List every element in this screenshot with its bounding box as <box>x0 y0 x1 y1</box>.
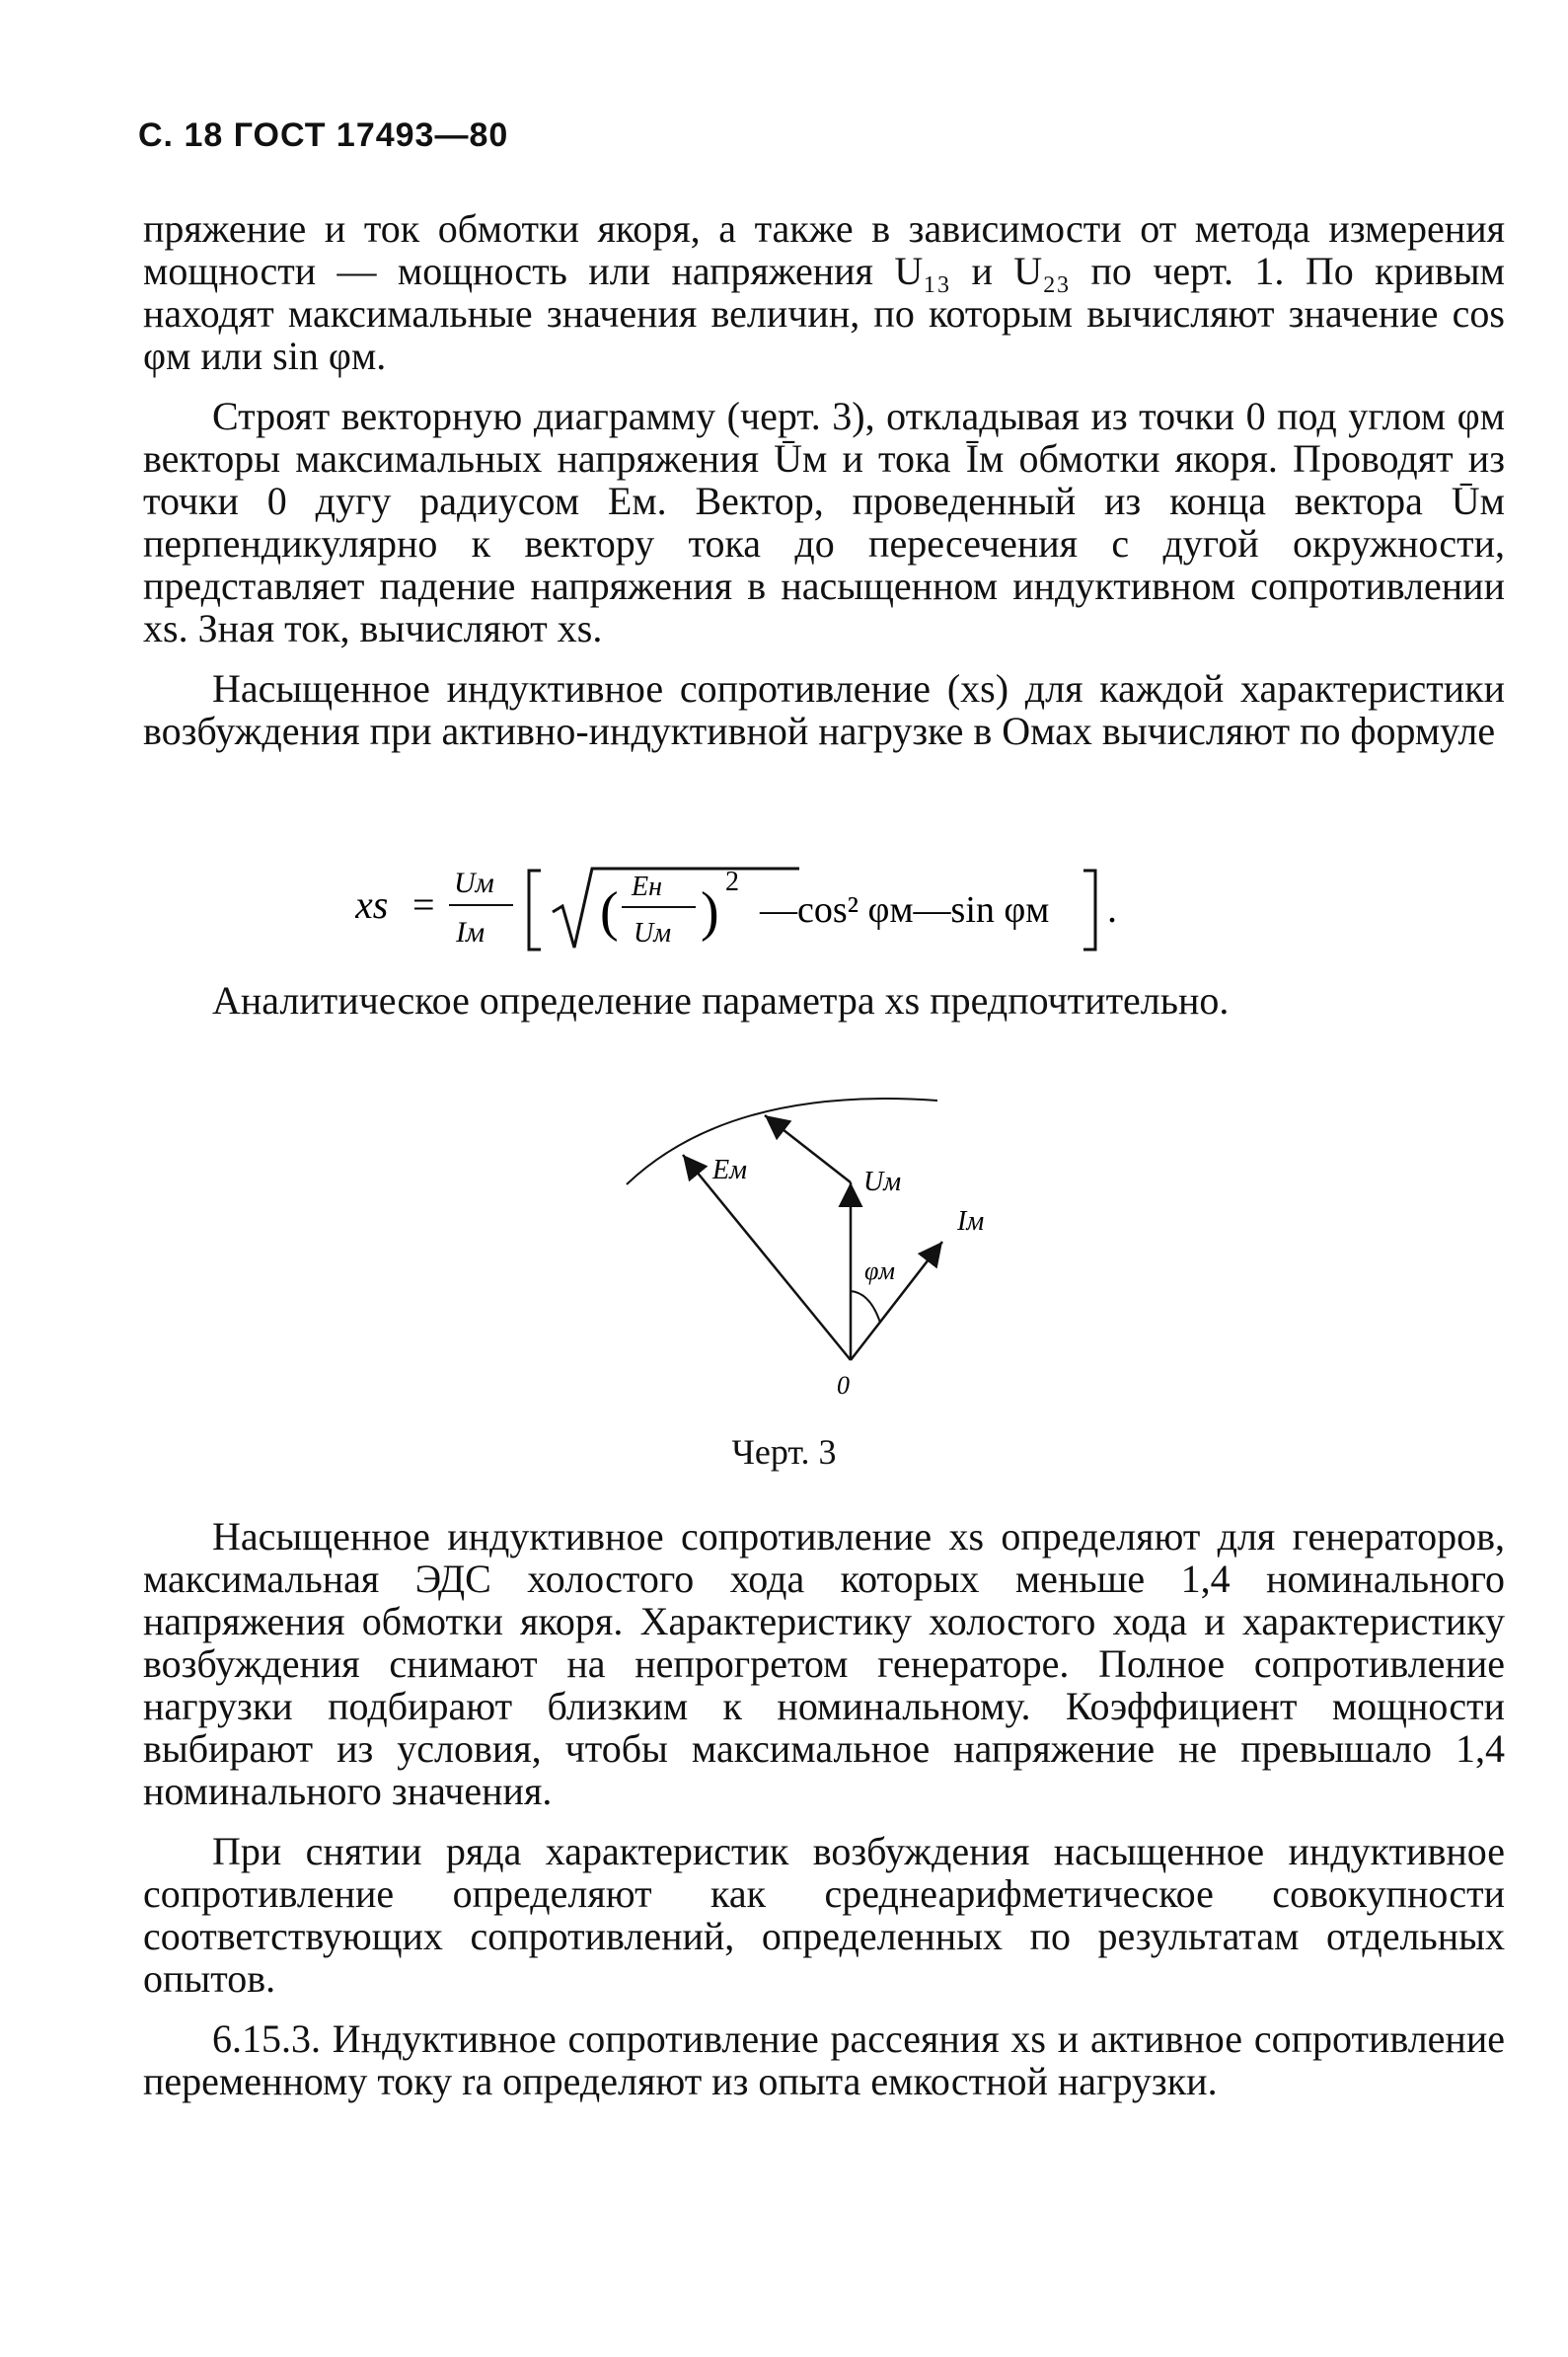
vector-diagram <box>622 1076 1066 1411</box>
label-E: Eм <box>712 1155 747 1185</box>
label-phi: φм <box>864 1256 895 1285</box>
vector-drop <box>765 1115 851 1182</box>
formula-denominator: Iм <box>456 916 485 949</box>
text-block-top <box>143 207 1505 770</box>
label-U: Uм <box>863 1167 902 1197</box>
svg-text:.: . <box>1107 886 1117 931</box>
paragraph-6: При снятии ряда характеристик возбуждения насыщенное индуктивное сопротивление определяют как среднеарифметическое совокупности соответствующих сопротивлений, определенных по результатам отдельных опытов. <box>143 1829 1505 2001</box>
formula-inner-denominator: Uм <box>634 918 672 949</box>
paragraph-4: Аналитическое определение параметра xs предпочтительно. <box>212 978 1230 1023</box>
svg-text:(: ( <box>600 881 619 943</box>
formula-inner-numerator: Eн <box>632 872 662 902</box>
svg-text:): ) <box>701 881 719 943</box>
label-I: Iм <box>957 1206 985 1237</box>
svg-text:2: 2 <box>725 867 739 897</box>
page-header: С. 18 ГОСТ 17493—80 <box>138 116 509 154</box>
label-O: 0 <box>837 1371 850 1400</box>
paragraph-3: Насыщенное индуктивное сопротивление (xs) для каждой характеристики возбуждения при активно-индуктивной нагрузке в Омах вычисляют по формуле <box>143 666 1505 753</box>
paragraph-1: пряжение и ток обмотки якоря, а также в зависимости от метода измерения мощности — мощность или напряжения U₁₃ и U₂₃ по черт. 1. По кривым находят максимальные значения величин, по которым вычисляют значение cos φм или sin φм. <box>143 206 1505 378</box>
formula-numerator: Uм <box>454 867 494 899</box>
formula-tail: —cos² φм—sin φм <box>760 889 1050 931</box>
paragraph-2: Строят векторную диаграмму (черт. 3), откладывая из точки 0 под углом φм векторы максимальных напряжения Ūм и тока Īм обмотки якоря. Проводят из точки 0 дугу радиусом Eм. Вектор, проведенный из конца вектора Ūм перпендикулярно к вектору тока до пересечения с дугой окружности, представляет падение напряжения в насыщенном индуктивном сопротивлении xs. Зная ток, вычисляют xs. <box>143 394 1505 650</box>
figure-caption: Черт. 3 <box>731 1432 837 1472</box>
vector-E <box>683 1155 851 1360</box>
formula-lhs: xs <box>355 882 389 927</box>
paragraph-5: Насыщенное индуктивное сопротивление xs определяют для генераторов, максимальная ЭДС холостого хода которых меньше 1,4 номинального напряжения обмотки якоря. Характеристику холостого хода и характеристику возбуждения снимают на непрогретом генераторе. Полное сопротивление нагрузки подбирают близким к номинальному. Коэффициент мощности выбирают из условия, чтобы максимальное напряжение не превышало 1,4 номинального значения. <box>143 1514 1505 1813</box>
paragraph-7: 6.15.3. Индуктивное сопротивление рассеяния xs и активное сопротивление переменному току ra определяют из опыта емкостной нагрузки. <box>143 2016 1505 2103</box>
text-block-bottom <box>143 1515 1505 2120</box>
formula <box>355 851 1243 959</box>
svg-text:=: = <box>412 882 435 927</box>
